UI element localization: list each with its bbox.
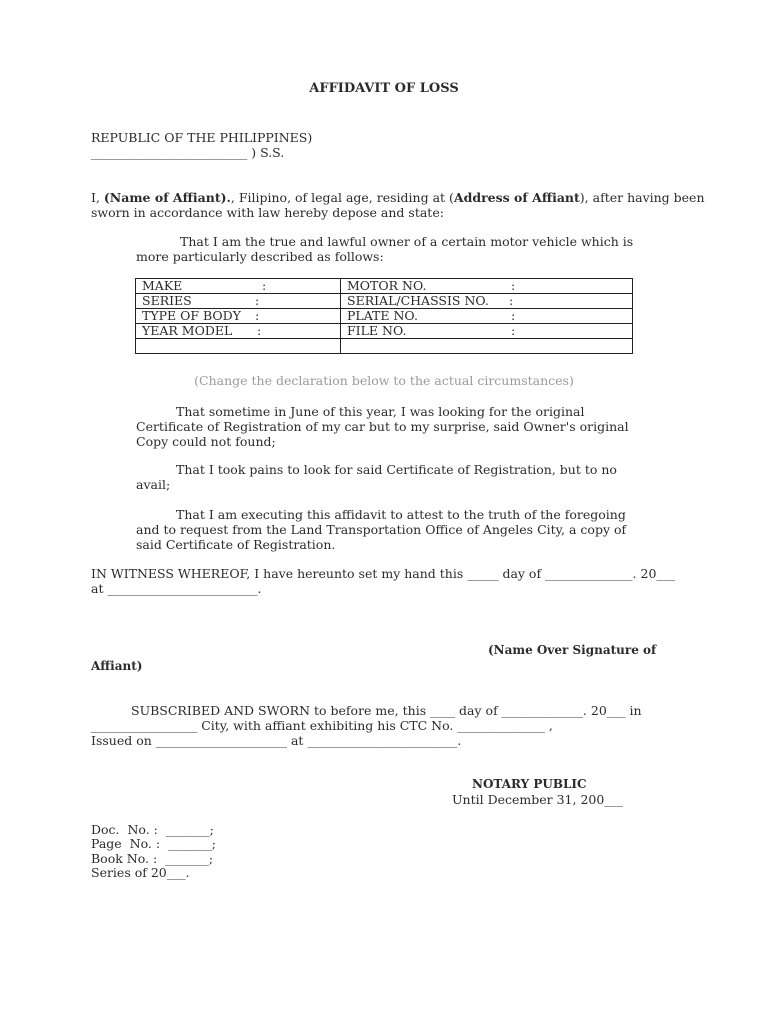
signature-caption-line-2: Affiant) (91, 659, 143, 673)
docket-book-no: Book No. : _______; (91, 851, 214, 866)
make-label: MAKE (142, 278, 183, 293)
serial-chassis-no-label: SERIAL/CHASSIS NO. (347, 293, 489, 308)
intro-line-2: sworn in accordance with law hereby depose and state: (91, 205, 444, 220)
instruction-note: (Change the declaration below to the actual circumstances) (194, 373, 574, 388)
docket-page-no: Page No. : _______; (91, 836, 216, 851)
plate-no-label: PLATE NO. (347, 308, 418, 323)
jurat-line-2: _________________ City, with affiant exhibiting his CTC No. ______________ , (91, 718, 553, 733)
colon: : (262, 278, 267, 293)
docket-doc-no: Doc. No. : _______; (91, 822, 214, 837)
table-cell (341, 294, 633, 309)
notary-title: NOTARY PUBLIC (472, 777, 587, 791)
table-cell (341, 339, 633, 354)
table-cell (136, 339, 341, 354)
series-label: SERIES (142, 293, 192, 308)
table-cell (341, 324, 633, 339)
colon: : (511, 323, 516, 338)
witness-line-2: at ________________________. (91, 581, 262, 596)
intro-line-1 (91, 190, 705, 205)
table-row (136, 294, 633, 309)
table-cell (136, 294, 341, 309)
para3-line-1: That I am executing this affidavit to attest to the truth of the foregoing (176, 507, 626, 522)
table-row (136, 324, 633, 339)
ownership-line-1: That I am the true and lawful owner of a certain motor vehicle which is (180, 234, 634, 249)
table-cell (341, 279, 633, 294)
affiant-name-placeholder: (Name of Affiant). (103, 190, 231, 205)
venue-line-2: _________________________ ) S.S. (91, 145, 285, 160)
intro-prefix: I, (91, 190, 104, 205)
table-cell (341, 309, 633, 324)
venue-line-1: REPUBLIC OF THE PHILIPPINES) (91, 130, 313, 145)
file-no-label: FILE NO. (347, 323, 407, 338)
table-row (136, 279, 633, 294)
type-of-body-label: TYPE OF BODY (142, 308, 241, 323)
para2-line-1: That I took pains to look for said Certificate of Registration, but to no (176, 462, 617, 477)
colon: : (255, 308, 260, 323)
table-row (136, 339, 633, 354)
intro-suffix: ), after having been (579, 190, 705, 205)
ownership-line-2: more particularly described as follows: (136, 249, 384, 264)
para1-line-2: Certificate of Registration of my car but to my surprise, said Owner's original (136, 419, 629, 434)
colon: : (255, 293, 260, 308)
table-cell (136, 279, 341, 294)
colon: : (509, 293, 514, 308)
year-model-label: YEAR MODEL (142, 323, 233, 338)
signature-caption-line-1: (Name Over Signature of (488, 643, 657, 657)
intro-mid: , Filipino, of legal age, residing at ( (230, 190, 454, 205)
affiant-address-placeholder: Address of Affiant (453, 190, 580, 205)
jurat-line-1: SUBSCRIBED AND SWORN to before me, this ____ day of _____________. 20___ in (131, 703, 642, 718)
colon: : (511, 308, 516, 323)
notary-commission-until: Until December 31, 200___ (452, 792, 624, 807)
motor-no-label: MOTOR NO. (347, 278, 427, 293)
colon: : (257, 323, 262, 338)
para3-line-2: and to request from the Land Transportation Office of Angeles City, a copy of (136, 522, 627, 537)
para3-line-3: said Certificate of Registration. (136, 537, 336, 552)
vehicle-details-table (135, 278, 633, 354)
para1-line-1: That sometime in June of this year, I was looking for the original (176, 404, 585, 419)
para1-line-3: Copy could not found; (136, 434, 276, 449)
witness-line-1: IN WITNESS WHEREOF, I have hereunto set my hand this _____ day of ______________. 20___ (91, 566, 676, 581)
table-row (136, 309, 633, 324)
colon: : (511, 278, 516, 293)
docket-series: Series of 20___. (91, 865, 190, 880)
jurat-line-3: Issued on _____________________ at ________________________. (91, 733, 462, 748)
para2-line-2: avail; (136, 477, 171, 492)
table-cell (136, 309, 341, 324)
document-title: AFFIDAVIT OF LOSS (309, 81, 459, 96)
table-cell (136, 324, 341, 339)
